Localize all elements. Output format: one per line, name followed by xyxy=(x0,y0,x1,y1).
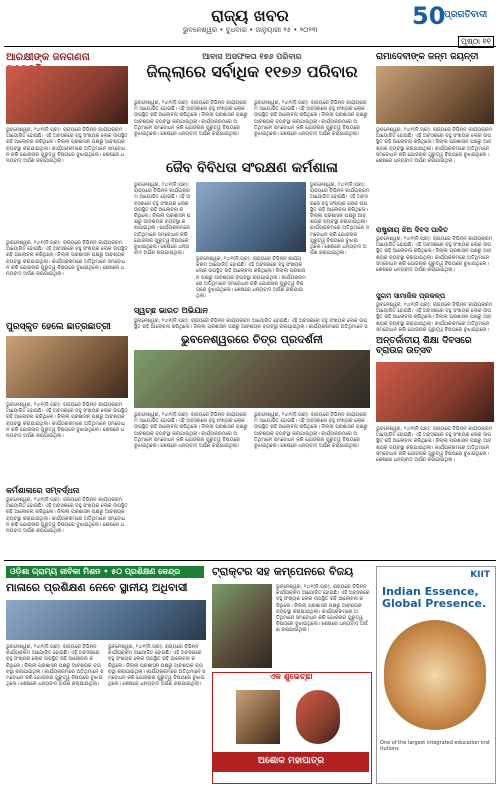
photo-a14 xyxy=(236,690,280,744)
band-a12: ଓଡ଼ିଶା ଗ୍ରାମ୍ୟ ଜୀବିକା ମିଶନ • ୫୦ ପ୍ରଶିକ୍ଷଣ କେନ୍ଦ୍ର xyxy=(6,566,204,578)
body-a10: ଭୁବନେଶ୍ୱର, ୨୪ା୧(ନି.ପ୍ର): ରାଜ୍ୟରେ ବିଭିନ୍ନ କାର୍ଯ୍ୟକ୍ରମ ଆୟୋଜିତ ହୋଇଛି। ଏହି ଅବସରରେ ବହୁ ସଂଖ୍ୟକ ଲୋକ ଉପସ୍ଥିତ ରହି ଆଲୋଚନା କରିଥିଲେ। ଜିଲ୍ଲା ପ୍ରଶାସନ ପକ୍ଷରୁ ଆବଶ୍ୟକ ବ୍ୟବସ୍ଥା କରାଯାଇଥିଲା। କାର୍ଯ୍ୟକ୍ରମରେ ଅତିଥିମାନେ ସମ୍ବୋଧନ କରି ଯୋଜନାର ଗୁରୁତ୍ୱ ବିଷୟରେ ବୁଝାଇଥିଲେ। ଶେଷରେ ଧନ୍ୟବାଦ ଅର୍ପଣ କରାଯାଇଥିଲା। xyxy=(6,497,128,535)
body-a12: ଭୁବନେଶ୍ୱର, ୨୪ା୧(ନି.ପ୍ର): ରାଜ୍ୟରେ ବିଭିନ୍ନ କାର୍ଯ୍ୟକ୍ରମ ଆୟୋଜିତ ହୋଇଛି। ଏହି ଅବସରରେ ବହୁ ସଂଖ୍ୟକ ଲୋକ ଉପସ୍ଥିତ ରହି ଆଲୋଚନା କରିଥିଲେ। ଜିଲ୍ଲା ପ୍ରଶାସନ ପକ୍ଷରୁ ଆବଶ୍ୟକ ବ୍ୟବସ୍ଥା କରାଯାଇଥିଲା। କାର୍ଯ୍ୟକ୍ରମରେ ଅତିଥିମାନେ ସମ୍ବୋଧନ କରି ଯୋଜନାର ଗୁରୁତ୍ୱ ବିଷୟରେ ବୁଝାଇଥିଲେ। ଶେଷରେ ଧନ୍ୟବାଦ ଅର୍ପଣ କରାଯାଇଥିଲା। xyxy=(6,644,104,688)
headline-a9: ଭୁବନେଶ୍ୱରରେ ଚିତ୍ର ପ୍ରଦର୍ଶନୀ xyxy=(181,333,323,346)
photo-a13 xyxy=(212,584,272,668)
ad-globe xyxy=(384,620,486,730)
headline-a1: ଆରକ୍ଷୀଙ୍କ ଜନଗଣନା xyxy=(6,52,90,63)
body-a1b: ଭୁବନେଶ୍ୱର, ୨୪ା୧(ନି.ପ୍ର): ରାଜ୍ୟରେ ବିଭିନ୍ନ କାର୍ଯ୍ୟକ୍ରମ ଆୟୋଜିତ ହୋଇଛି। ଏହି ଅବସରରେ ବହୁ ସଂଖ୍ୟକ ଲୋକ ଉପସ୍ଥିତ ରହି ଆଲୋଚନା କରିଥିଲେ। ଜିଲ୍ଲା ପ୍ରଶାସନ ପକ୍ଷରୁ ଆବଶ୍ୟକ ବ୍ୟବସ୍ଥା କରାଯାଇଥିଲା। କାର୍ଯ୍ୟକ୍ରମରେ ଅତିଥିମାନେ ସମ୍ବୋଧନ କରି ଯୋଜନାର ଗୁରୁତ୍ୱ ବିଷୟରେ ବୁଝାଇଥିଲେ। ଶେଷରେ ଧନ୍ୟବାଦ ଅର୍ପଣ କରାଯାଇଥିଲା। xyxy=(6,240,128,278)
body-a6: ଭୁବନେଶ୍ୱର, ୨୪ା୧(ନି.ପ୍ର): ରାଜ୍ୟରେ ବିଭିନ୍ନ କାର୍ଯ୍ୟକ୍ରମ ଆୟୋଜିତ ହୋଇଛି। ଏହି ଅବସରରେ ବହୁ ସଂଖ୍ୟକ ଲୋକ ଉପସ୍ଥିତ ରହି ଆଲୋଚନା କରିଥିଲେ। ଜିଲ୍ଲା ପ୍ରଶାସନ ପକ୍ଷରୁ ଆବଶ୍ୟକ ବ୍ୟବସ୍ଥା କରାଯାଇଥିଲା। କାର୍ଯ୍ୟକ୍ରମରେ ଅତିଥିମାନେ ସମ୍ବୋଧନ କରି ଯୋଜନାର ଗୁରୁତ୍ୱ ବିଷୟରେ ବୁଝାଇଥିଲେ। xyxy=(376,302,493,332)
dateline: ଭୁବନେଶ୍ୱର • ବୁଧବାର • ଜାନୁୟାରୀ ୨୫ • ୨୦୨୩ xyxy=(182,26,318,34)
headline-a10: କର୍ମଶାଳାରେ ସମ୍ବର୍ଦ୍ଧନା xyxy=(6,486,80,495)
kicker-a14: ଏକ ଶୁଭେଚ୍ଛା xyxy=(269,672,313,681)
body-a11: ଭୁବନେଶ୍ୱର, ୨୪ା୧(ନି.ପ୍ର): ରାଜ୍ୟରେ ବିଭିନ୍ନ କାର୍ଯ୍ୟକ୍ରମ ଆୟୋଜିତ ହୋଇଛି। ଏହି ଅବସରରେ ବହୁ ସଂଖ୍ୟକ ଲୋକ ଉପସ୍ଥିତ ରହି ଆଲୋଚନା କରିଥିଲେ। ଜିଲ୍ଲା ପ୍ରଶାସନ ପକ୍ଷରୁ ଆବଶ୍ୟକ ବ୍ୟବସ୍ଥା କରାଯାଇଥିଲା। କାର୍ଯ୍ୟକ୍ରମରେ ଅତିଥିମାନେ ସମ୍ବୋଧନ କରି ଯୋଜନାର ଗୁରୁତ୍ୱ ବିଷୟରେ ବୁଝାଇଥିଲେ। ଶେଷରେ ଧନ୍ୟବାଦ ଅର୍ପଣ କରାଯାଇଥିଲା। xyxy=(376,426,493,464)
photo-a4 xyxy=(196,182,306,252)
body-a4c: ଭୁବନେଶ୍ୱର, ୨୪ା୧(ନି.ପ୍ର): ରାଜ୍ୟରେ ବିଭିନ୍ନ କାର୍ଯ୍ୟକ୍ରମ ଆୟୋଜିତ ହୋଇଛି। ଏହି ଅବସରରେ ବହୁ ସଂଖ୍ୟକ ଲୋକ ଉପସ୍ଥିତ ରହି ଆଲୋଚନା କରିଥିଲେ। ଜିଲ୍ଲା ପ୍ରଶାସନ ପକ୍ଷରୁ ଆବଶ୍ୟକ ବ୍ୟବସ୍ଥା କରାଯାଇଥିଲା। କାର୍ଯ୍ୟକ୍ରମରେ ଅତିଥିମାନେ ସମ୍ବୋଧନ କରି ଯୋଜନାର ଗୁରୁତ୍ୱ ବିଷୟରେ ବୁଝାଇଥିଲେ। ଶେଷରେ ଧନ୍ୟବାଦ ଅର୍ପଣ କରାଯାଇଥିଲା। xyxy=(196,256,306,300)
body-a5: ଭୁବନେଶ୍ୱର, ୨୪ା୧(ନି.ପ୍ର): ରାଜ୍ୟରେ ବିଭିନ୍ନ କାର୍ଯ୍ୟକ୍ରମ ଆୟୋଜିତ ହୋଇଛି। ଏହି ଅବସରରେ ବହୁ ସଂଖ୍ୟକ ଲୋକ ଉପସ୍ଥିତ ରହି ଆଲୋଚନା କରିଥିଲେ। ଜିଲ୍ଲା ପ୍ରଶାସନ ପକ୍ଷରୁ ଆବଶ୍ୟକ ବ୍ୟବସ୍ଥା କରାଯାଇଥିଲା। କାର୍ଯ୍ୟକ୍ରମରେ ଅତିଥିମାନେ ସମ୍ବୋଧନ କରି ଯୋଜନାର ଗୁରୁତ୍ୱ ବିଷୟରେ ବୁଝାଇଥିଲେ। ଶେଷରେ ଧନ୍ୟବାଦ ଅର୍ପଣ କରାଯାଇଥିଲା। xyxy=(376,236,493,274)
photo-a8 xyxy=(6,336,128,398)
ad-brand: KIIT xyxy=(470,570,490,580)
brand-logo xyxy=(408,4,496,34)
headline-a8: ପୁରସ୍କୃତ ହେଲେ ଛାତ୍ରଛାତ୍ରୀ xyxy=(6,322,111,332)
headline-a11: ଅନ୍ତର୍ଜାତୀୟ ଶିକ୍ଷା ଦିବସରେ ବ୍ରାଉଜ ଉତ୍ସବ xyxy=(376,336,472,357)
headline-a2: ଜିଲ୍ଲାରେ ସର୍ବାଧିକ ୧୧୭୬ ପରିବାର xyxy=(146,62,358,81)
photo-a1 xyxy=(6,66,128,124)
headline-a5: ରାଷ୍ଟ୍ରୀୟ ଝିଅ ଦିବସ ପାଳିତ xyxy=(376,226,448,234)
section-title: ରାଜ୍ୟ ଖବର xyxy=(211,6,289,25)
body-a8: ଭୁବନେଶ୍ୱର, ୨୪ା୧(ନି.ପ୍ର): ରାଜ୍ୟରେ ବିଭିନ୍ନ କାର୍ଯ୍ୟକ୍ରମ ଆୟୋଜିତ ହୋଇଛି। ଏହି ଅବସରରେ ବହୁ ସଂଖ୍ୟକ ଲୋକ ଉପସ୍ଥିତ ରହି ଆଲୋଚନା କରିଥିଲେ। ଜିଲ୍ଲା ପ୍ରଶାସନ ପକ୍ଷରୁ ଆବଶ୍ୟକ ବ୍ୟବସ୍ଥା କରାଯାଇଥିଲା। କାର୍ଯ୍ୟକ୍ରମରେ ଅତିଥିମାନେ ସମ୍ବୋଧନ କରି ଯୋଜନାର ଗୁରୁତ୍ୱ ବିଷୟରେ ବୁଝାଇଥିଲେ। ଶେଷରେ ଧନ୍ୟବାଦ ଅର୍ପଣ କରାଯାଇଥିଲା। xyxy=(6,402,128,440)
masthead-rule xyxy=(4,46,496,47)
body-a13: ଭୁବନେଶ୍ୱର, ୨୪ା୧(ନି.ପ୍ର): ରାଜ୍ୟରେ ବିଭିନ୍ନ କାର୍ଯ୍ୟକ୍ରମ ଆୟୋଜିତ ହୋଇଛି। ଏହି ଅବସରରେ ବହୁ ସଂଖ୍ୟକ ଲୋକ ଉପସ୍ଥିତ ରହି ଆଲୋଚନା କରିଥିଲେ। ଜିଲ୍ଲା ପ୍ରଶାସନ ପକ୍ଷରୁ ଆବଶ୍ୟକ ବ୍ୟବସ୍ଥା କରାଯାଇଥିଲା। କାର୍ଯ୍ୟକ୍ରମରେ ଅତିଥିମାନେ ସମ୍ବୋଧନ କରି ଯୋଜନାର ଗୁରୁତ୍ୱ ବିଷୟରେ ବୁଝାଇଥିଲେ। ଶେଷରେ ଧନ୍ୟବାଦ ଅର୍ପଣ କରାଯାଇଥିଲା। xyxy=(276,584,370,634)
headline-a13: ଟ୍ରାକ୍ଟର ସହ କମ୍ପେନରେ ବିଜୟ xyxy=(212,565,354,578)
photo-a3 xyxy=(376,66,494,124)
section-rule xyxy=(4,560,496,561)
headline-a7: ସ୍ୱଚ୍ଛ ଭାରତ ଅଭିଯାନ xyxy=(134,306,208,315)
body-a2b: ଭୁବନେଶ୍ୱର, ୨୪ା୧(ନି.ପ୍ର): ରାଜ୍ୟରେ ବିଭିନ୍ନ କାର୍ଯ୍ୟକ୍ରମ ଆୟୋଜିତ ହୋଇଛି। ଏହି ଅବସରରେ ବହୁ ସଂଖ୍ୟକ ଲୋକ ଉପସ୍ଥିତ ରହି ଆଲୋଚନା କରିଥିଲେ। ଜିଲ୍ଲା ପ୍ରଶାସନ ପକ୍ଷରୁ ଆବଶ୍ୟକ ବ୍ୟବସ୍ଥା କରାଯାଇଥିଲା। କାର୍ଯ୍ୟକ୍ରମରେ ଅତିଥିମାନେ ସମ୍ବୋଧନ କରି ଯୋଜନାର ଗୁରୁତ୍ୱ ବିଷୟରେ ବୁଝାଇଥିଲେ। ଶେଷରେ ଧନ୍ୟବାଦ ଅର୍ପଣ କରାଯାଇଥିଲା। xyxy=(254,100,368,138)
body-a9: ଭୁବନେଶ୍ୱର, ୨୪ା୧(ନି.ପ୍ର): ରାଜ୍ୟରେ ବିଭିନ୍ନ କାର୍ଯ୍ୟକ୍ରମ ଆୟୋଜିତ ହୋଇଛି। ଏହି ଅବସରରେ ବହୁ ସଂଖ୍ୟକ ଲୋକ ଉପସ୍ଥିତ ରହି ଆଲୋଚନା କରିଥିଲେ। ଜିଲ୍ଲା ପ୍ରଶାସନ ପକ୍ଷରୁ ଆବଶ୍ୟକ ବ୍ୟବସ୍ଥା କରାଯାଇଥିଲା। କାର୍ଯ୍ୟକ୍ରମରେ ଅତିଥିମାନେ ସମ୍ବୋଧନ କରି ଯୋଜନାର ଗୁରୁତ୍ୱ ବିଷୟରେ ବୁଝାଇଥିଲେ। ଶେଷରେ ଧନ୍ୟବାଦ ଅର୍ପଣ କରାଯାଇଥିଲା। xyxy=(134,412,248,450)
body-a1: ଭୁବନେଶ୍ୱର, ୨୪ା୧(ନି.ପ୍ର): ରାଜ୍ୟରେ ବିଭିନ୍ନ କାର୍ଯ୍ୟକ୍ରମ ଆୟୋଜିତ ହୋଇଛି। ଏହି ଅବସରରେ ବହୁ ସଂଖ୍ୟକ ଲୋକ ଉପସ୍ଥିତ ରହି ଆଲୋଚନା କରିଥିଲେ। ଜିଲ୍ଲା ପ୍ରଶାସନ ପକ୍ଷରୁ ଆବଶ୍ୟକ ବ୍ୟବସ୍ଥା କରାଯାଇଥିଲା। କାର୍ଯ୍ୟକ୍ରମରେ ଅତିଥିମାନେ ସମ୍ବୋଧନ କରି ଯୋଜନାର ଗୁରୁତ୍ୱ ବିଷୟରେ ବୁଝାଇଥିଲେ। ଶେଷରେ ଧନ୍ୟବାଦ ଅର୍ପଣ କରାଯାଇଥିଲା। xyxy=(6,127,128,165)
body-a4b: ଭୁବନେଶ୍ୱର, ୨୪ା୧(ନି.ପ୍ର): ରାଜ୍ୟରେ ବିଭିନ୍ନ କାର୍ଯ୍ୟକ୍ରମ ଆୟୋଜିତ ହୋଇଛି। ଏହି ଅବସରରେ ବହୁ ସଂଖ୍ୟକ ଲୋକ ଉପସ୍ଥିତ ରହି ଆଲୋଚନା କରିଥିଲେ। ଜିଲ୍ଲା ପ୍ରଶାସନ ପକ୍ଷରୁ ଆବଶ୍ୟକ ବ୍ୟବସ୍ଥା କରାଯାଇଥିଲା। କାର୍ଯ୍ୟକ୍ରମରେ ଅତିଥିମାନେ ସମ୍ବୋଧନ କରି ଯୋଜନାର ଗୁରୁତ୍ୱ ବିଷୟରେ ବୁଝାଇଥିଲେ। ଶେଷରେ ଧନ୍ୟବାଦ ଅର୍ପଣ କରାଯାଇଥିଲା। xyxy=(310,182,370,257)
brand-years: 50 xyxy=(412,2,446,30)
headline-a4: ଜୈବ ବିବିଧତା ସଂରକ୍ଷଣ କର୍ମଶାଳା xyxy=(165,160,339,176)
headline-a12: ମାଳାରେ ପ୍ରଶିକ୍ଷଣ ନେବେ ସ୍ଥାନୀୟ ଅଧିବାସୀ xyxy=(6,581,188,594)
ad-headline: Indian Essence, Global Presence. xyxy=(382,585,487,611)
photo-a11 xyxy=(376,362,494,422)
headline-a3: ରାମାଦେବୀଙ୍କ ଜନ୍ମ ଜୟନ୍ତୀ xyxy=(376,52,479,62)
headline-a6: ସୁଗମ ସାମାଜିକ ପ୍ରକଳ୍ପ xyxy=(376,292,446,300)
body-a7: ଭୁବନେଶ୍ୱର, ୨୪ା୧(ନି.ପ୍ର): ରାଜ୍ୟରେ ବିଭିନ୍ନ କାର୍ଯ୍ୟକ୍ରମ ଆୟୋଜିତ ହୋଇଛି। ଏହି ଅବସରରେ ବହୁ ସଂଖ୍ୟକ ଲୋକ ଉପସ୍ଥିତ ରହି ଆଲୋଚନା କରିଥିଲେ। ଜିଲ୍ଲା ପ୍ରଶାସନ ପକ୍ଷରୁ ଆବଶ୍ୟକ ବ୍ୟବସ୍ଥା କରାଯାଇଥିଲା। କାର୍ଯ୍ୟକ୍ରମରେ ଅତିଥିମାନେ ସ xyxy=(134,318,368,330)
body-a12b: ଭୁବନେଶ୍ୱର, ୨୪ା୧(ନି.ପ୍ର): ରାଜ୍ୟରେ ବିଭିନ୍ନ କାର୍ଯ୍ୟକ୍ରମ ଆୟୋଜିତ ହୋଇଛି। ଏହି ଅବସରରେ ବହୁ ସଂଖ୍ୟକ ଲୋକ ଉପସ୍ଥିତ ରହି ଆଲୋଚନା କରିଥିଲେ। ଜିଲ୍ଲା ପ୍ରଶାସନ ପକ୍ଷରୁ ଆବଶ୍ୟକ ବ୍ୟବସ୍ଥା କରାଯାଇଥିଲା। କାର୍ଯ୍ୟକ୍ରମରେ ଅତିଥିମାନେ ସମ୍ବୋଧନ କରି ଯୋଜନାର ଗୁରୁତ୍ୱ ବିଷୟରେ ବୁଝାଇଥିଲେ। ଶେଷରେ ଧନ୍ୟବାଦ ଅର୍ପଣ କରାଯାଇଥିଲା। xyxy=(108,644,206,688)
body-a2: ଭୁବନେଶ୍ୱର, ୨୪ା୧(ନି.ପ୍ର): ରାଜ୍ୟରେ ବିଭିନ୍ନ କାର୍ଯ୍ୟକ୍ରମ ଆୟୋଜିତ ହୋଇଛି। ଏହି ଅବସରରେ ବହୁ ସଂଖ୍ୟକ ଲୋକ ଉପସ୍ଥିତ ରହି ଆଲୋଚନା କରିଥିଲେ। ଜିଲ୍ଲା ପ୍ରଶାସନ ପକ୍ଷରୁ ଆବଶ୍ୟକ ବ୍ୟବସ୍ଥା କରାଯାଇଥିଲା। କାର୍ଯ୍ୟକ୍ରମରେ ଅତିଥିମାନେ ସମ୍ବୋଧନ କରି ଯୋଜନାର ଗୁରୁତ୍ୱ ବିଷୟରେ ବୁଝାଇଥିଲେ। ଶେଷରେ ଧନ୍ୟବାଦ ଅର୍ପଣ କରାଯାଇଥିଲା। xyxy=(134,100,248,138)
body-a4: ଭୁବନେଶ୍ୱର, ୨୪ା୧(ନି.ପ୍ର): ରାଜ୍ୟରେ ବିଭିନ୍ନ କାର୍ଯ୍ୟକ୍ରମ ଆୟୋଜିତ ହୋଇଛି। ଏହି ଅବସରରେ ବହୁ ସଂଖ୍ୟକ ଲୋକ ଉପସ୍ଥିତ ରହି ଆଲୋଚନା କରିଥିଲେ। ଜିଲ୍ଲା ପ୍ରଶାସନ ପକ୍ଷରୁ ଆବଶ୍ୟକ ବ୍ୟବସ୍ଥା କରାଯାଇଥିଲା। କାର୍ଯ୍ୟକ୍ରମରେ ଅତିଥିମାନେ ସମ୍ବୋଧନ କରି ଯୋଜନାର ଗୁରୁତ୍ୱ ବିଷୟରେ ବୁଝାଇଥିଲେ। ଶେଷରେ ଧନ୍ୟବାଦ ଅର୍ପଣ କରାଯାଇଥିଲା। xyxy=(134,182,191,257)
photo-a14b xyxy=(296,690,340,744)
body-a3: ଭୁବନେଶ୍ୱର, ୨୪ା୧(ନି.ପ୍ର): ରାଜ୍ୟରେ ବିଭିନ୍ନ କାର୍ଯ୍ୟକ୍ରମ ଆୟୋଜିତ ହୋଇଛି। ଏହି ଅବସରରେ ବହୁ ସଂଖ୍ୟକ ଲୋକ ଉପସ୍ଥିତ ରହି ଆଲୋଚନା କରିଥିଲେ। ଜିଲ୍ଲା ପ୍ରଶାସନ ପକ୍ଷରୁ ଆବଶ୍ୟକ ବ୍ୟବସ୍ଥା କରାଯାଇଥିଲା। କାର୍ଯ୍ୟକ୍ରମରେ ଅତିଥିମାନେ ସମ୍ବୋଧନ କରି ଯୋଜନାର ଗୁରୁତ୍ୱ ବିଷୟରେ ବୁଝାଇଥିଲେ। ଶେଷରେ ଧନ୍ୟବାଦ ଅର୍ପଣ କରାଯାଇଥିଲା। xyxy=(376,127,493,165)
ad-footer: One of the largest integrated education institutions xyxy=(380,740,490,753)
felicitation-name: ଅଶୋକ ମହାପାତ୍ର xyxy=(257,756,325,766)
photo-a9 xyxy=(134,350,370,408)
brand-name: ପ୍ରଗତିବାଦୀ xyxy=(444,10,488,20)
photo-a12 xyxy=(6,600,206,640)
kicker-a2: ଆବାସ ଅସଫଳତା ୧୭୬ ପରିବାର xyxy=(202,52,302,61)
page-number: ପୃଷ୍ଠା ୧୧ xyxy=(458,36,494,48)
body-a9b: ଭୁବନେଶ୍ୱର, ୨୪ା୧(ନି.ପ୍ର): ରାଜ୍ୟରେ ବିଭିନ୍ନ କାର୍ଯ୍ୟକ୍ରମ ଆୟୋଜିତ ହୋଇଛି। ଏହି ଅବସରରେ ବହୁ ସଂଖ୍ୟକ ଲୋକ ଉପସ୍ଥିତ ରହି ଆଲୋଚନା କରିଥିଲେ। ଜିଲ୍ଲା ପ୍ରଶାସନ ପକ୍ଷରୁ ଆବଶ୍ୟକ ବ୍ୟବସ୍ଥା କରାଯାଇଥିଲା। କାର୍ଯ୍ୟକ୍ରମରେ ଅତିଥିମାନେ ସମ୍ବୋଧନ କରି ଯୋଜନାର ଗୁରୁତ୍ୱ ବିଷୟରେ ବୁଝାଇଥିଲେ। ଶେଷରେ ଧନ୍ୟବାଦ ଅର୍ପଣ କରାଯାଇଥିଲା। xyxy=(254,412,368,450)
